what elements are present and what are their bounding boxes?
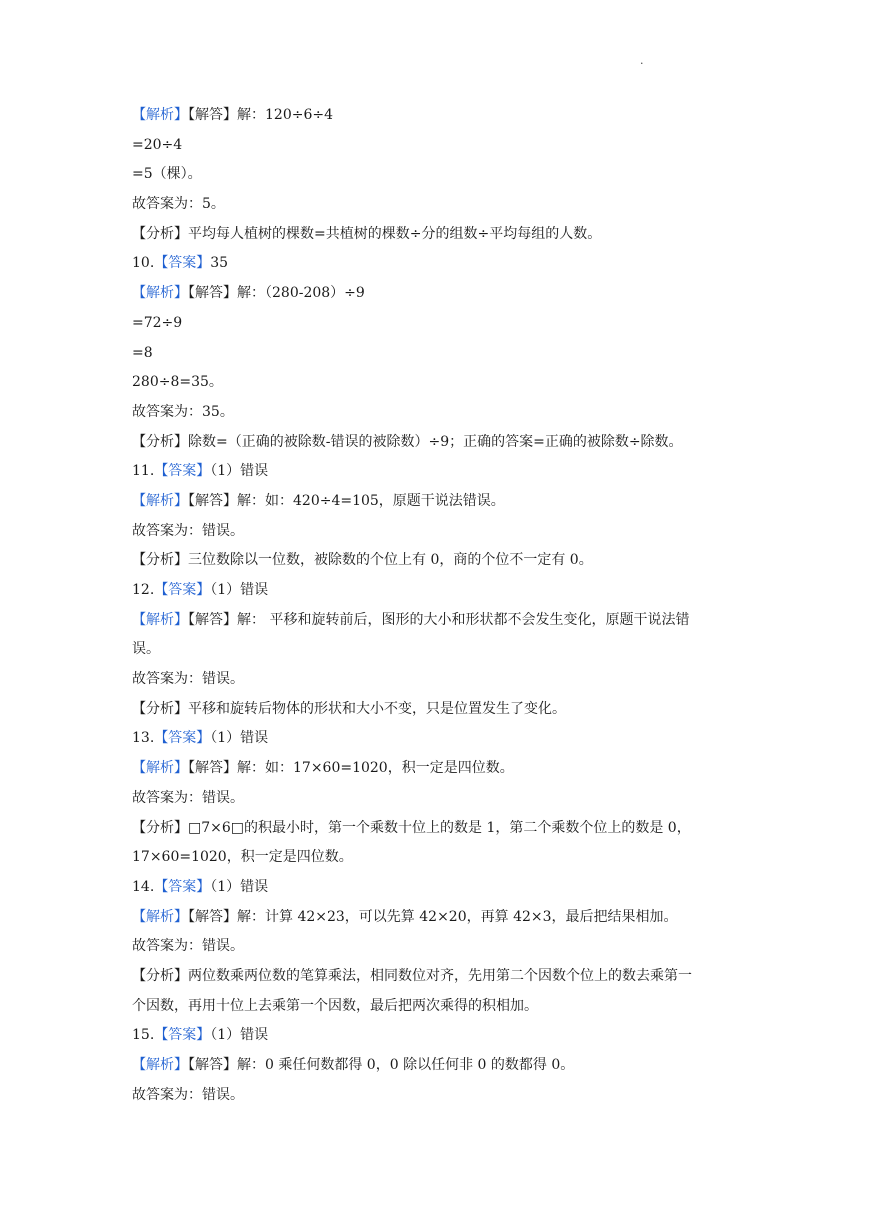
line-text: 【分析】平移和旋转后物体的形状和大小不变，只是位置发生了变化。: [132, 700, 566, 717]
line-text: =72÷9: [132, 314, 183, 331]
text-line: [132, 517, 742, 547]
text-line: [132, 814, 742, 844]
question-number: 12.: [132, 582, 155, 598]
line-text: （1）错误: [210, 463, 269, 480]
line-text: 故答案为：错误。: [132, 671, 244, 688]
text-line: [132, 1051, 742, 1081]
line-text: 【分析】□7×6□的积最小时，第一个乘数十位上的数是 1，第二个乘数个位上的数是 0，: [132, 819, 691, 836]
section-label: 【解析】: [132, 760, 188, 777]
line-text: =5（棵）。: [132, 166, 202, 183]
header-mark: .: [640, 54, 644, 67]
text-line: [132, 457, 742, 487]
text-line: [132, 873, 742, 903]
section-label: 【解析】: [132, 107, 188, 123]
section-label: 【答案】: [154, 255, 211, 272]
text-line: [132, 487, 742, 517]
section-label: 【答案】: [154, 1027, 211, 1044]
section-label: 【解析】: [132, 492, 188, 509]
question-number: 14.: [132, 878, 155, 895]
text-line: [132, 1021, 742, 1051]
line-text: 误。: [132, 641, 160, 658]
text-line: [132, 695, 742, 725]
text-line: [132, 309, 742, 339]
line-text: 故答案为：35。: [132, 403, 234, 420]
text-line: [132, 546, 742, 576]
text-line: [132, 279, 742, 309]
line-text: 【解答】解：如：17×60=1020，积一定是四位数。: [188, 760, 514, 777]
text-line: [132, 160, 742, 190]
line-text: =8: [132, 344, 153, 361]
text-line: [132, 903, 742, 933]
text-line: [132, 992, 742, 1022]
answer-content: [132, 101, 742, 1110]
line-text: 故答案为：错误。: [132, 1086, 244, 1103]
text-line: [132, 101, 742, 131]
section-label: 【答案】: [154, 582, 211, 598]
line-text: 【解答】解： 平移和旋转前后，图形的大小和形状都不会发生变化，原题干说法错: [188, 611, 690, 628]
line-text: （1）错误: [210, 878, 269, 895]
line-text: =20÷4: [132, 136, 183, 153]
text-line: [132, 962, 742, 992]
line-text: 个因数，再用十位上去乘第一个因数，最后把两次乘得的积相加。: [132, 997, 538, 1014]
section-label: 【答案】: [154, 730, 211, 747]
line-text: 【解答】解：计算 42×23，可以先算 42×20，再算 42×3，最后把结果相加。: [188, 908, 678, 925]
line-text: 【分析】三位数除以一位数，被除数的个位上有 0，商的个位不一定有 0。: [132, 552, 593, 569]
text-line: [132, 428, 742, 458]
text-line: [132, 724, 742, 754]
question-number: 13.: [132, 730, 155, 747]
line-text: 【分析】两位数乘两位数的笔算乘法，相同数位对齐，先用第二个因数个位上的数去乘第一: [132, 967, 692, 984]
section-label: 【解析】: [132, 285, 188, 302]
text-line: [132, 843, 742, 873]
line-text: 【分析】平均每人植树的棵数=共植树的棵数÷分的组数÷平均每组的人数。: [132, 225, 602, 242]
line-text: 【分析】除数=（正确的被除数-错误的被除数）÷9；正确的答案=正确的被除数÷除数。: [132, 433, 683, 450]
question-number: 10.: [132, 255, 155, 272]
text-line: [132, 635, 742, 665]
text-line: [132, 220, 742, 250]
text-line: [132, 932, 742, 962]
line-text: 【解答】解：0 乘任何数都得 0，0 除以任何非 0 的数都得 0。: [188, 1057, 575, 1073]
section-label: 【答案】: [154, 463, 211, 480]
text-line: [132, 754, 742, 784]
line-text: 故答案为：错误。: [132, 789, 244, 806]
line-text: 【解答】解：120÷6÷4: [188, 107, 333, 123]
line-text: 故答案为：错误。: [132, 938, 244, 955]
question-number: 11.: [132, 463, 155, 480]
line-text: 35: [210, 255, 229, 272]
line-text: （1）错误: [210, 730, 269, 747]
section-label: 【解析】: [132, 611, 188, 628]
question-number: 15.: [132, 1027, 155, 1044]
text-line: [132, 576, 742, 606]
line-text: （1）错误: [210, 582, 269, 598]
text-line: [132, 368, 742, 398]
text-line: [132, 665, 742, 695]
line-text: 【解答】解：（280-208）÷9: [188, 285, 365, 302]
line-text: 17×60=1020，积一定是四位数。: [132, 849, 353, 866]
line-text: 280÷8=35。: [132, 374, 223, 391]
text-line: [132, 1081, 742, 1111]
text-line: [132, 339, 742, 369]
text-line: [132, 190, 742, 220]
section-label: 【解析】: [132, 908, 188, 925]
text-line: [132, 131, 742, 161]
line-text: 故答案为：5。: [132, 196, 225, 213]
line-text: （1）错误: [210, 1027, 269, 1044]
line-text: 【解答】解：如：420÷4=105，原题干说法错误。: [188, 492, 505, 509]
section-label: 【解析】: [132, 1057, 188, 1073]
section-label: 【答案】: [154, 878, 211, 895]
text-line: [132, 784, 742, 814]
text-line: [132, 249, 742, 279]
text-line: [132, 606, 742, 636]
text-line: [132, 398, 742, 428]
line-text: 故答案为：错误。: [132, 522, 244, 539]
